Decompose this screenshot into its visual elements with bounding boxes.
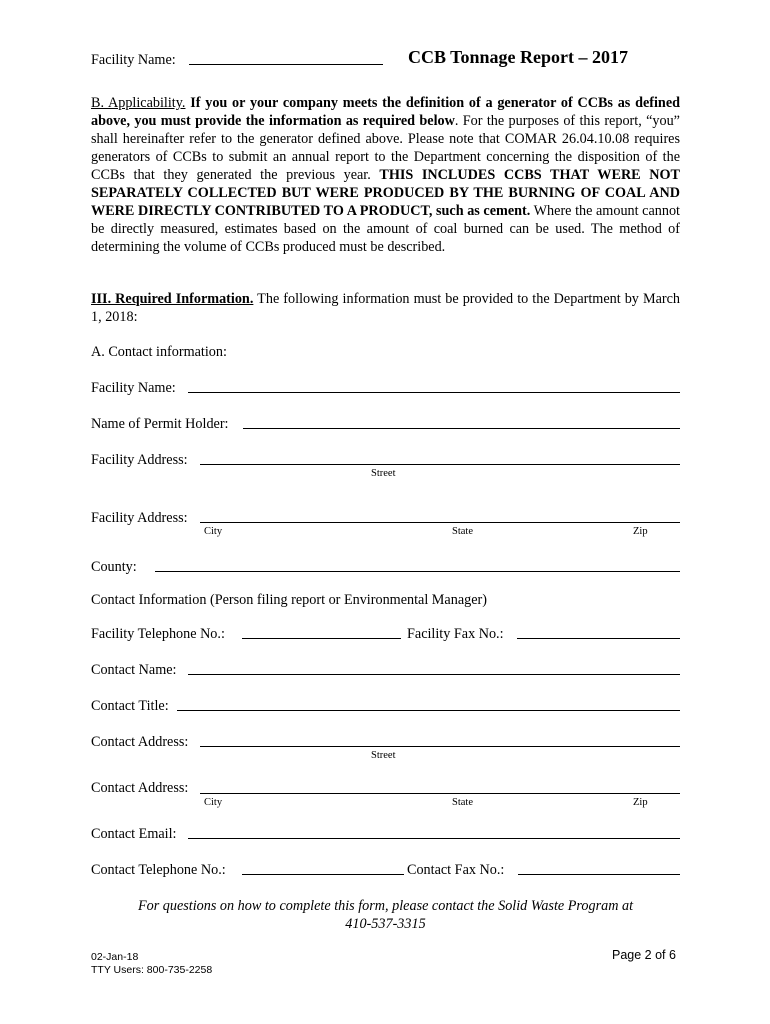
facility-phone-label: Facility Telephone No.: bbox=[91, 626, 225, 642]
questions-note-phone: 410-537-3315 bbox=[345, 916, 426, 932]
contact-address-street-label: Contact Address: bbox=[91, 734, 189, 750]
questions-note bbox=[91, 897, 680, 933]
required-info-paragraph bbox=[91, 290, 680, 326]
contact-phone-input[interactable] bbox=[242, 874, 404, 875]
facility-state-caption: State bbox=[452, 526, 473, 537]
contact-address-city-input[interactable] bbox=[200, 793, 680, 794]
contact-fax-label: Contact Fax No.: bbox=[407, 862, 505, 878]
facility-city-caption: City bbox=[204, 526, 223, 537]
facility-zip-caption: Zip bbox=[633, 526, 648, 537]
county-label: County: bbox=[91, 559, 137, 575]
contact-name-input[interactable] bbox=[188, 674, 680, 675]
contact-phone-label: Contact Telephone No.: bbox=[91, 862, 226, 878]
permit-holder-input[interactable] bbox=[243, 428, 680, 429]
contact-info-heading: Contact Information (Person filing report or Environmental Manager) bbox=[91, 592, 487, 608]
applicability-bold-2: THIS INCLUDES CCBS THAT WERE NOT SEPARATELY COLLECTED BUT WERE PRODUCED BY THE BURNING OF COAL AND WERE DIRECTLY CONTRIBUTED TO A PRODUCT, such as cement. bbox=[91, 167, 680, 219]
contact-name-label: Contact Name: bbox=[91, 662, 177, 678]
facility-phone-input[interactable] bbox=[242, 638, 401, 639]
contact-state-caption: State bbox=[452, 797, 473, 808]
county-input[interactable] bbox=[155, 571, 680, 572]
header-facility-name-input[interactable] bbox=[189, 64, 383, 65]
page-title: CCB Tonnage Report – 2017 bbox=[408, 47, 629, 67]
contact-email-label: Contact Email: bbox=[91, 826, 177, 842]
required-info-text: The following information must be provided to the Department by March 1, 2018: bbox=[91, 291, 680, 325]
contact-zip-caption: Zip bbox=[633, 797, 648, 808]
contact-address-city-label: Contact Address: bbox=[91, 780, 189, 796]
required-info-heading: III. Required Information. bbox=[91, 291, 254, 307]
contact-title-label: Contact Title: bbox=[91, 698, 169, 714]
permit-holder-label: Name of Permit Holder: bbox=[91, 416, 229, 432]
facility-fax-label: Facility Fax No.: bbox=[407, 626, 504, 642]
contact-email-input[interactable] bbox=[188, 838, 680, 839]
contact-fax-input[interactable] bbox=[518, 874, 680, 875]
footer-date: 02-Jan-18 bbox=[91, 951, 139, 963]
footer-left bbox=[91, 951, 212, 977]
facility-address-street-label: Facility Address: bbox=[91, 452, 188, 468]
page-number: Page 2 of 6 bbox=[612, 948, 676, 962]
contact-city-caption: City bbox=[204, 797, 223, 808]
facility-address-street-input[interactable] bbox=[200, 464, 680, 465]
footer-tty: TTY Users: 800-735-2258 bbox=[91, 964, 213, 976]
contact-address-street-input[interactable] bbox=[200, 746, 680, 747]
facility-name-input[interactable] bbox=[188, 392, 680, 393]
applicability-bold-1: If you or your company meets the definition of a generator of CCBs as defined above, you must provide the information as required below bbox=[91, 95, 681, 129]
applicability-text-2: Where the amount cannot be directly measured, estimates based on the amount of coal burned can be used. The method of determining the volume of CCBs produced must be described. bbox=[91, 203, 680, 255]
facility-fax-input[interactable] bbox=[517, 638, 680, 639]
applicability-text-1: . For the purposes of this report, “you” shall hereinafter refer to the generator defined above. Please note that COMAR 26.04.10.08 requires generators of CCBs to submit an annual report to the Department concerning the disposition of the CCBs that they generated the previous year. bbox=[91, 113, 680, 183]
contact-section-heading: A. Contact information: bbox=[91, 344, 227, 360]
facility-name-label: Facility Name: bbox=[91, 380, 176, 396]
facility-address-city-label: Facility Address: bbox=[91, 510, 188, 526]
facility-address-city-input[interactable] bbox=[200, 522, 680, 523]
questions-note-line-1: For questions on how to complete this form, please contact the Solid Waste Program at bbox=[137, 898, 634, 914]
contact-title-input[interactable] bbox=[177, 710, 680, 711]
applicability-paragraph bbox=[91, 94, 680, 256]
facility-street-caption: Street bbox=[371, 468, 396, 479]
header-facility-name-label: Facility Name: bbox=[91, 52, 176, 68]
applicability-heading: B. Applicability. bbox=[91, 95, 186, 111]
contact-street-caption: Street bbox=[371, 750, 396, 761]
